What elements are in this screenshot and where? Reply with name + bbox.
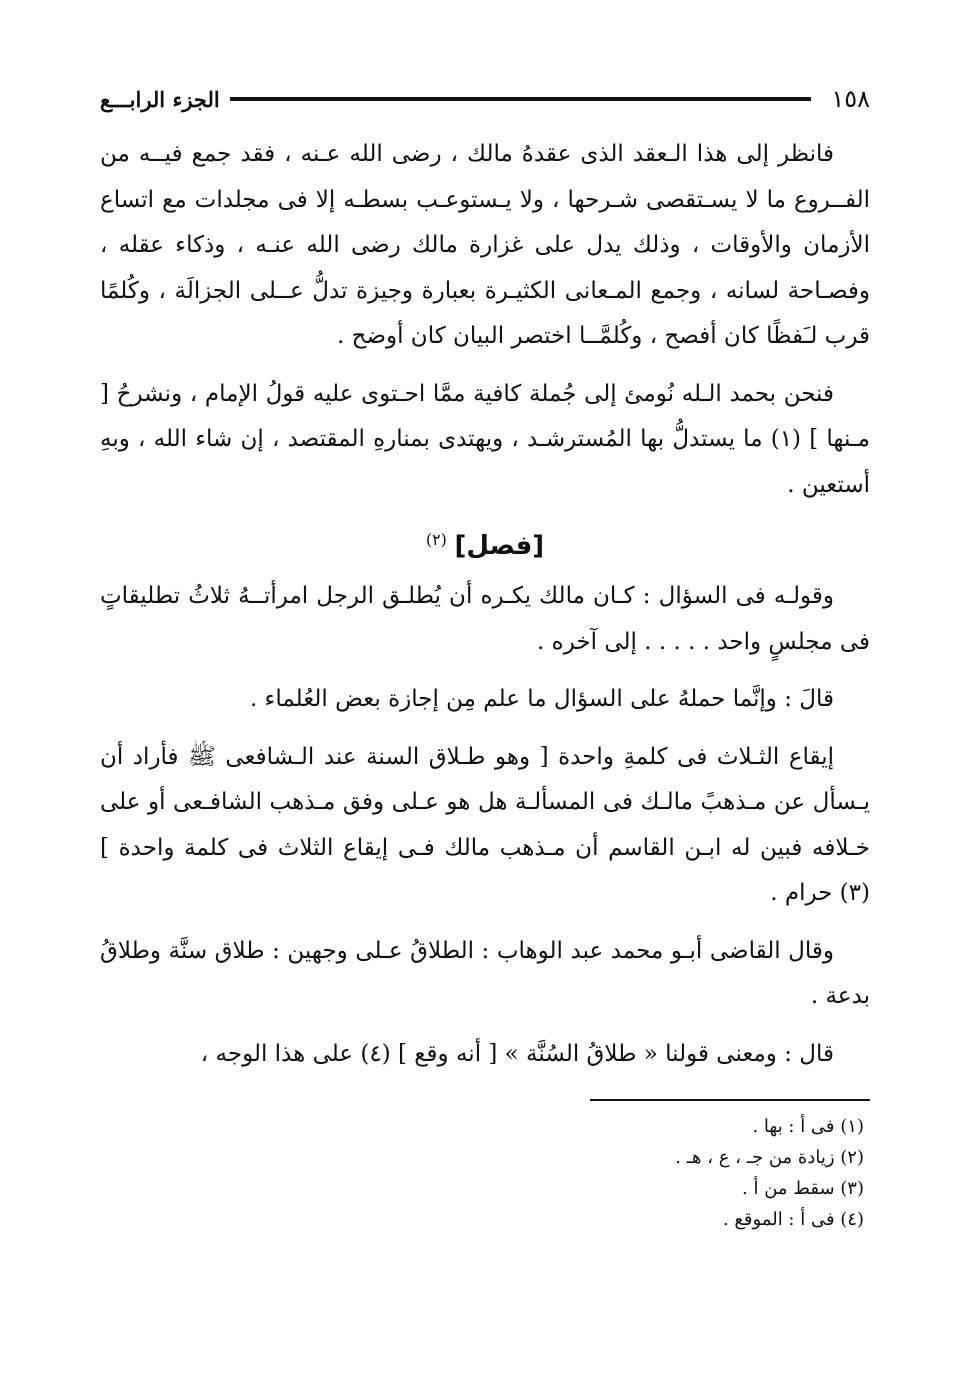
footnote-2: (٢) زيادة من جـ ، ع ، هـ . — [675, 1147, 864, 1168]
footnote-4: (٤) فى أ : الموقع . — [722, 1209, 864, 1230]
section-heading-note: (٢) — [425, 530, 447, 549]
section-paragraph-4: وقال القاضى أبـو محمد عبد الوهاب : الطلاقُ عـلى وجهين : طلاق سنَّة وطلاقُ بدعة . — [100, 937, 870, 1009]
footnote-1: (١) فى أ : بها . — [752, 1116, 864, 1137]
footnotes — [100, 1111, 870, 1235]
section-heading-word: [فصل] — [454, 531, 545, 561]
book-page — [100, 76, 870, 1316]
section-paragraph-5: قال : ومعنى قولنا « طلاقُ السُنَّة » [ أنه وقع ] (٤) على هذا الوجه ، — [200, 1040, 834, 1067]
paragraph-1: فانظر إلى هذا الـعقد الذى عقدهُ مالك ، رضى الله عـنه ، فقد جمع فيــه من الفــروع ما لا يسـتقصى شـرحها ، ولا يـستوعـب بسطـه إلا فى مجلدات مع اتساع الأزمان والأوقات ، وذلك يدل على غزارة مالك رضى الله عنـه ، وذكاء عقله ، وفصـاحة لسانه ، وجمع المـعانى الكثيـرة بعبارة وجيزة تدلُّ عــلى الجزالَة ، وكُلمًا قرب لـَفظًا كان أفصح ، وكُلمَّــا اختصر البيان كان أوضح . — [100, 141, 870, 349]
page-body — [100, 132, 870, 1077]
page-number: ١٥٨ — [831, 85, 870, 113]
page-header — [100, 76, 870, 122]
header-rule — [230, 97, 812, 101]
paragraph-2: فنحن بحمد الـله نُومئ إلى جُملة كافية ممَّا احـتوى عليه قولُ الإمام ، ونشرحُ [ مـنها ] (١) ما يستدلُّ بها المُسترشـد ، ويهتدى بمنارهِ المقتصد ، إن شاء الله ، وبهِ أستعين . — [100, 380, 870, 498]
section-paragraph-3: إيقاع الثـلاث فى كلمةِ واحدة [ وهو طـلاق السنة عند الـشافعى ﷺ فأراد أن يـسأل عن مـذهبً مالـك فى المسألـة هل هو عـلى وفق مـذهب الشافـعى أو على خـلافه فبين له ابـن القاسم أن مـذهب مالك فـى إيقاع الثلاث فى كلمة واحدة ] (٣) حرام . — [100, 743, 870, 906]
section-paragraph-1: وقولـه فى السؤال : كـان مالك يكـره أن يُطلـق الرجل امرأتــهُ ثلاثُ تطليقاتٍ فى مجلسٍ واحد . . . . . إلى آخره . — [100, 583, 870, 655]
footnote-3: (٣) سقط من أ . — [742, 1178, 864, 1199]
section-heading — [100, 520, 870, 566]
section-paragraph-2: قالَ : وإنَّما حملهُ على السؤال ما علم مِن إجازة بعض العُلماء . — [249, 686, 834, 712]
running-title: الجزء الرابـــع — [100, 86, 220, 112]
footnote-divider — [590, 1099, 870, 1101]
